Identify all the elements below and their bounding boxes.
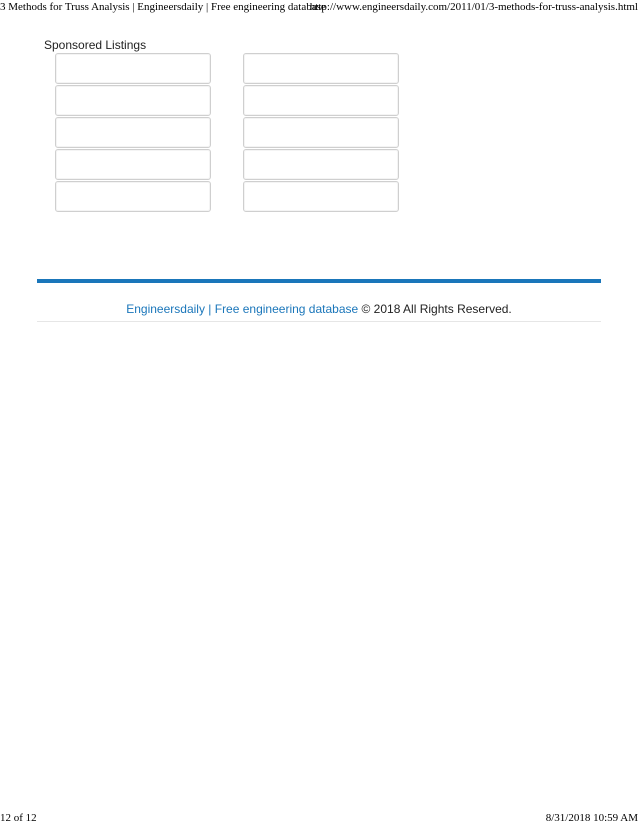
sponsored-listing-slot[interactable] bbox=[243, 181, 399, 212]
print-timestamp: 8/31/2018 10:59 AM bbox=[545, 812, 638, 824]
sponsored-listing-slot[interactable] bbox=[55, 53, 211, 84]
sponsored-listing-slot[interactable] bbox=[55, 85, 211, 116]
print-page-number: 12 of 12 bbox=[0, 812, 37, 824]
sponsored-listing-slot[interactable] bbox=[243, 149, 399, 180]
print-header-url: http://www.engineersdaily.com/2011/01/3-methods-for-truss-analysis.html bbox=[309, 1, 638, 13]
footer-accent-bar bbox=[37, 279, 601, 283]
sponsored-listing-slot[interactable] bbox=[243, 53, 399, 84]
sponsored-listings-heading: Sponsored Listings bbox=[44, 38, 147, 52]
sponsored-listing-slot[interactable] bbox=[55, 117, 211, 148]
sponsored-listing-slot[interactable] bbox=[243, 117, 399, 148]
footer-divider bbox=[37, 321, 601, 322]
sponsored-listing-slot[interactable] bbox=[55, 149, 211, 180]
sponsored-listing-slot[interactable] bbox=[243, 85, 399, 116]
print-header-title: 3 Methods for Truss Analysis | Engineersdaily | Free engineering database bbox=[0, 1, 326, 13]
footer-copyright bbox=[37, 302, 601, 316]
sponsored-listing-slot[interactable] bbox=[55, 181, 211, 212]
sponsored-listings-grid bbox=[55, 53, 399, 212]
footer-site-link[interactable]: Engineersdaily | Free engineering database bbox=[126, 302, 359, 316]
footer-copyright-text: © 2018 All Rights Reserved. bbox=[358, 302, 512, 316]
